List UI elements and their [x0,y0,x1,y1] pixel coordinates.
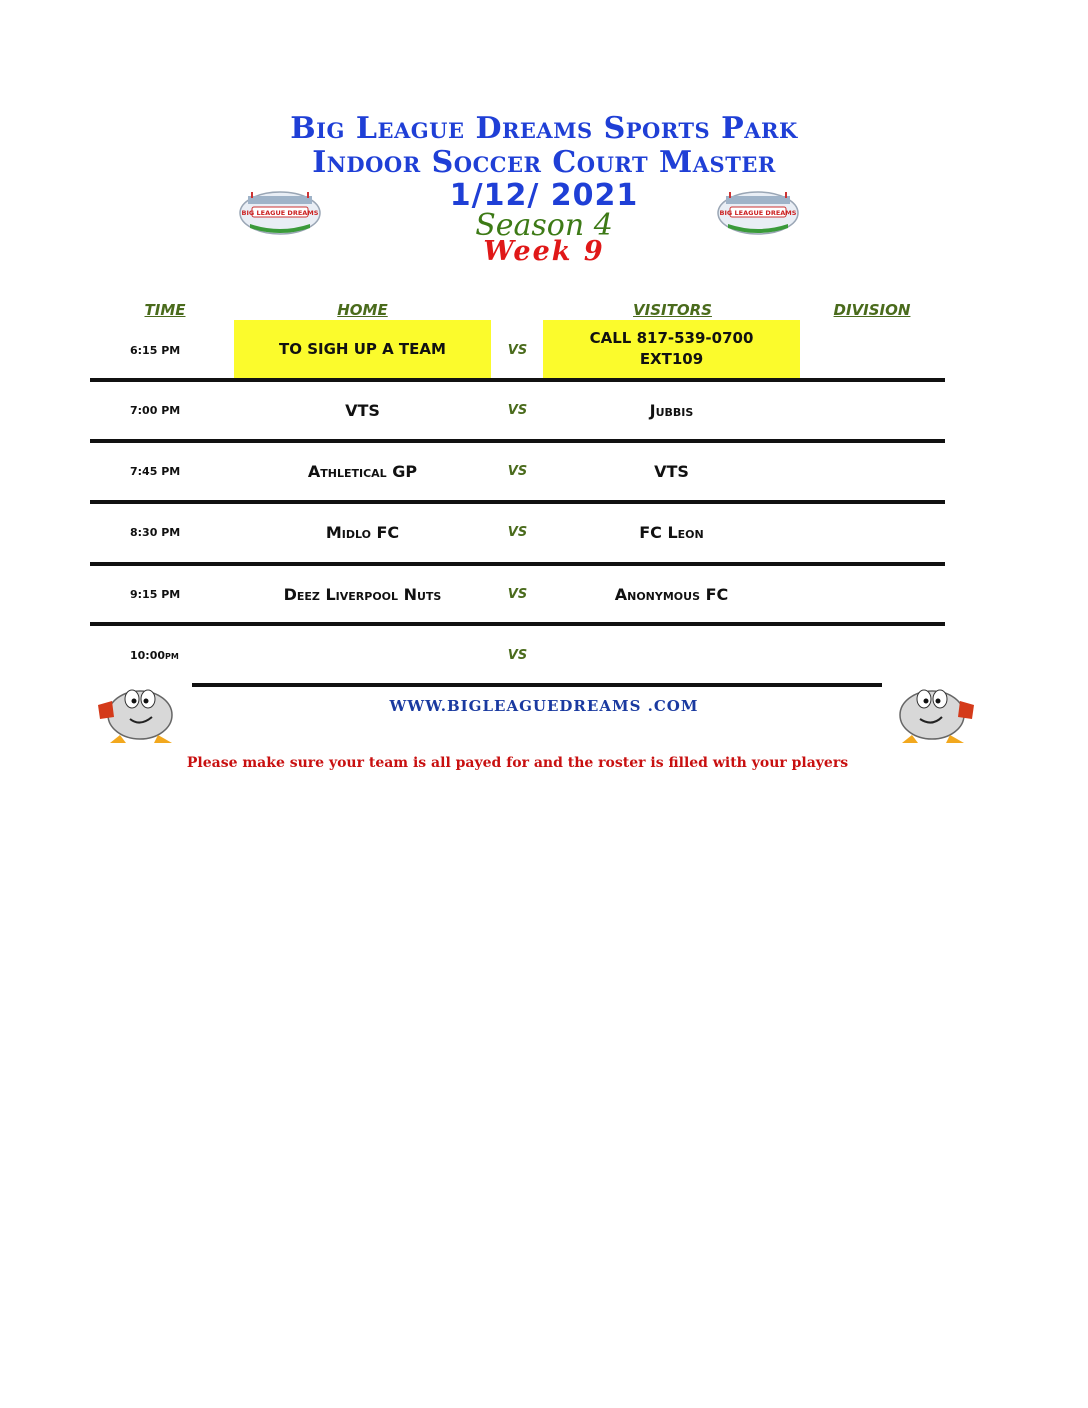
soccer-ball-mascot-right [882,683,982,745]
home-team: Athletical GP [307,462,418,481]
column-header-home: HOME [337,301,388,319]
game-row [90,320,945,381]
visiting-team: Jubbis [649,401,694,420]
game-time: 7:45 PM [130,465,181,478]
svg-text:BIG LEAGUE DREAMS: BIG LEAGUE DREAMS [241,209,319,217]
versus-label: VS [507,648,528,663]
column-header-division: DIVISION [833,301,911,319]
game-time: 10:00pm [130,649,179,662]
visiting-team: CALL 817-539-0700 EXT109 [543,320,800,378]
versus-label: VS [507,343,528,358]
game-row [90,502,945,563]
game-row [90,380,945,441]
footer-divider [192,683,882,687]
park-title: Big League Dreams Sports Park [290,111,798,146]
game-row [90,441,945,502]
schedule-date: 1/12/ 2021 [449,178,639,213]
game-division [802,625,942,686]
game-row [90,564,945,625]
big-league-dreams-logo-left [238,186,322,236]
versus-label: VS [507,464,528,479]
season-label: Season 4 [475,208,613,243]
versus-label: VS [507,403,528,418]
home-team: Midlo FC [325,523,400,542]
payment-notice: Please make sure your team is all payed for and the roster is filled with your players [186,755,849,771]
column-header-visitors: VISITORS [633,301,712,319]
versus-label: VS [507,587,528,602]
home-team: VTS [345,401,380,420]
game-division [802,320,942,381]
big-league-dreams-logo-right [716,186,800,236]
game-row [90,625,945,686]
column-header-time: TIME [144,301,186,319]
visiting-team: VTS [654,462,689,481]
visiting-team: Anonymous FC [614,585,729,604]
versus-label: VS [507,525,528,540]
week-label: Week 9 [483,236,605,267]
soccer-ball-mascot-left [90,683,190,745]
svg-text:BIG LEAGUE DREAMS: BIG LEAGUE DREAMS [719,209,797,217]
game-time: 8:30 PM [130,526,181,539]
game-division [802,502,942,563]
game-time: 7:00 PM [130,404,181,417]
page-header [0,111,1088,267]
game-division [802,441,942,502]
visiting-team: FC Leon [639,523,704,542]
home-team: Deez Liverpool Nuts [283,585,442,604]
court-title: Indoor Soccer Court Master [312,145,776,180]
visiting-team [543,625,800,686]
game-time: 9:15 PM [130,588,181,601]
game-division [802,564,942,625]
home-team [234,625,491,686]
home-team: TO SIGH UP A TEAM [234,320,491,378]
website-link[interactable]: WWW.BIGLEAGUEDREAMS .COM [389,697,699,715]
game-division [802,380,942,441]
game-time: 6:15 PM [130,344,181,357]
